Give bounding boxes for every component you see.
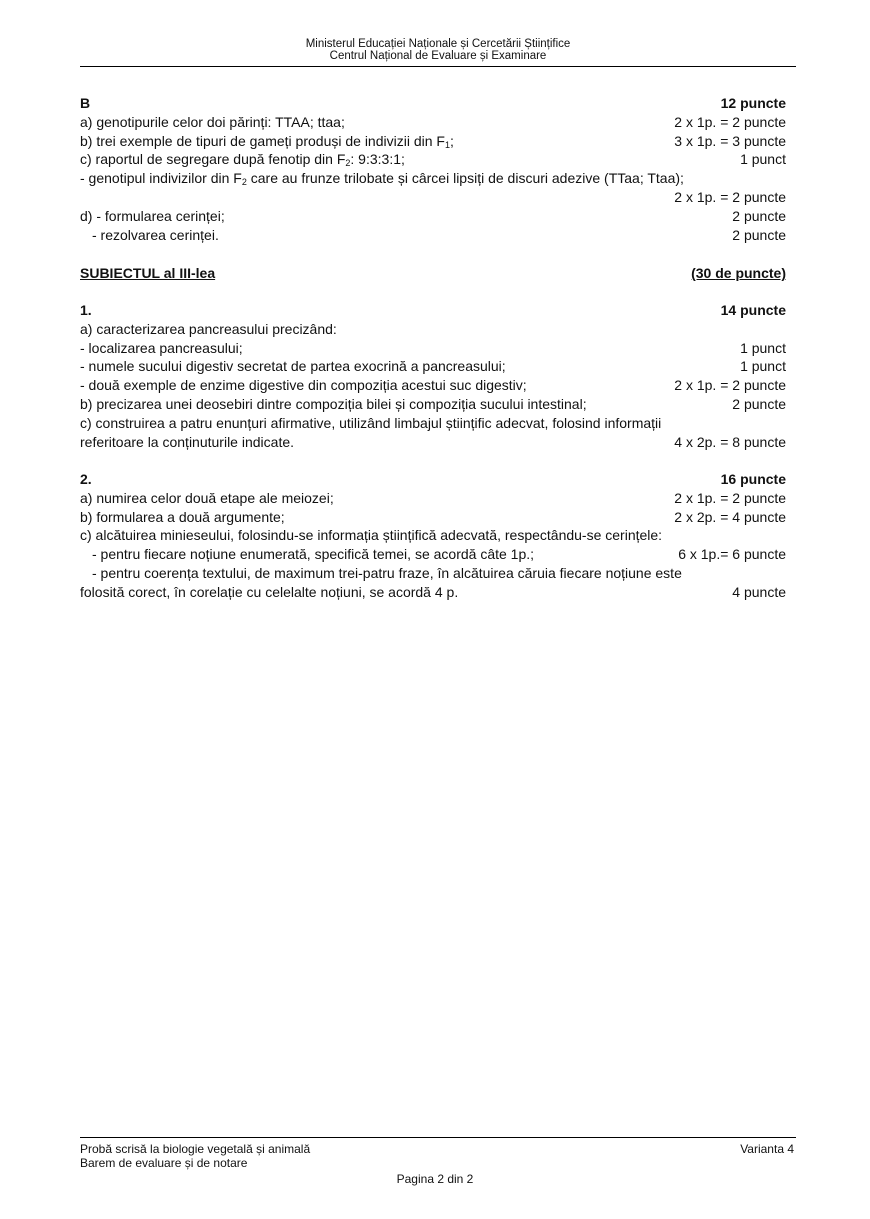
item-1-c: [80, 414, 786, 433]
item-2-heading: [80, 470, 786, 489]
section-b-item-d1: [80, 207, 786, 226]
page-header: [80, 38, 796, 62]
footer-exam: Probă scrisă la biologie vegetală și animală: [80, 1142, 311, 1156]
item-text: referitoare la conținuturile indicate.: [80, 433, 295, 450]
item-text: - genotipul indivizilor din $F_2$ care au frunze trilobate și cârcei lipsiți de discuri adezive (TTaa; Ttaa);: [80, 170, 684, 188]
subject-3-heading: [80, 264, 786, 283]
item-2-title: 2.: [80, 471, 92, 487]
item-1-title: 1.: [80, 302, 92, 318]
item-text: b) precizarea unei deosebiri dintre compoziția bilei și compoziția sucului intestinal;: [80, 395, 587, 412]
header-rule: [80, 66, 796, 67]
item-text: folosită corect, în corelație cu celelalte noțiuni, se acordă 4 p.: [80, 583, 459, 600]
item-text: b) trei exemple de tipuri de gameți produși de indivizii din $F_1$;: [80, 132, 454, 150]
page-footer: [80, 1142, 794, 1170]
item-text: - pentru fiecare noțiune enumerată, specifică temei, se acordă câte 1p.;: [92, 546, 535, 563]
item-points: 3 x 1p. = 3 puncte: [674, 132, 786, 149]
section-b-item-b: [80, 132, 786, 151]
section-b-item-c2-points: [80, 188, 786, 207]
item-points: 2 x 1p. = 2 puncte: [674, 489, 786, 506]
section-b-title: B: [80, 95, 91, 111]
section-b-item-d2: [80, 226, 786, 245]
item-points: 2 x 1p. = 2 puncte: [674, 113, 786, 130]
item-text: c) alcătuirea minieseului, folosindu-se informația științifică adecvată, respectându-se cerințele:: [80, 527, 663, 544]
item-points: 6 x 1p.= 6 puncte: [678, 546, 786, 563]
item-points: 2 puncte: [732, 395, 786, 412]
item-1-c-cont: [80, 433, 786, 452]
header-center: Centrul Național de Evaluare și Examinare: [329, 50, 547, 62]
item-1-a: [80, 320, 786, 339]
item-2-points: 16 puncte: [720, 471, 786, 487]
item-text: - pentru coerența textului, de maximum trei-patru fraze, în alcătuirea căruia fiecare noțiune este: [92, 564, 682, 581]
section-b-item-c2: [80, 169, 786, 188]
footer-variant: Varianta 4: [740, 1142, 794, 1156]
item-text: - două exemple de enzime digestive din compoziția acestui suc digestiv;: [80, 377, 527, 394]
item-2-a: [80, 489, 786, 508]
item-2-c2-cont: [80, 583, 786, 602]
item-2-c1: [80, 545, 786, 564]
item-text: b) formularea a două argumente;: [80, 508, 285, 525]
item-points: 1 punct: [740, 151, 786, 168]
section-b-heading: [80, 94, 786, 113]
footer-rule: [80, 1137, 796, 1138]
section-b-points: 12 puncte: [720, 95, 786, 111]
item-text: a) genotipurile celor doi părinți: TTAA; ttaa;: [80, 113, 345, 130]
footer-barem: Barem de evaluare și de notare: [80, 1156, 248, 1170]
section-b-item-a: [80, 113, 786, 132]
item-text: c) construirea a patru enunțuri afirmative, utilizând limbajul științific adecvat, folosind informații: [80, 414, 662, 431]
item-1-heading: [80, 301, 786, 320]
item-points: 2 puncte: [732, 207, 786, 224]
item-1-a1: [80, 339, 786, 358]
item-text: - numele sucului digestiv secretat de partea exocrină a pancreasului;: [80, 358, 506, 375]
item-1-b: [80, 395, 786, 414]
item-1-a3: [80, 376, 786, 395]
item-2-b: [80, 508, 786, 527]
item-1-points: 14 puncte: [720, 302, 786, 318]
section-b-item-c1: [80, 150, 786, 169]
section-b: [80, 94, 786, 244]
item-2-c: [80, 526, 786, 545]
item-text: - rezolvarea cerinței.: [92, 226, 219, 243]
subject-3-points: (30 de puncte): [691, 265, 786, 281]
subject-3-title: SUBIECTUL al III-lea: [80, 265, 216, 281]
page-number: Pagina 2 din 2: [396, 1172, 474, 1186]
item-points: 4 x 2p. = 8 puncte: [674, 433, 786, 450]
item-points: 4 puncte: [732, 583, 786, 600]
item-text: a) numirea celor două etape ale meiozei;: [80, 489, 334, 506]
item-2-c2: [80, 564, 786, 583]
item-points: 1 punct: [740, 339, 786, 356]
item-text: - localizarea pancreasului;: [80, 339, 243, 356]
item-text: d) - formularea cerinței;: [80, 207, 225, 224]
item-points: 2 x 1p. = 2 puncte: [674, 188, 786, 205]
item-1-a2: [80, 357, 786, 376]
item-1: [80, 301, 786, 451]
item-text: a) caracterizarea pancreasului precizând:: [80, 320, 337, 337]
item-points: 1 punct: [740, 358, 786, 375]
item-2: [80, 470, 786, 602]
item-points: 2 puncte: [732, 226, 786, 243]
item-points: 2 x 1p. = 2 puncte: [674, 377, 786, 394]
item-text: c) raportul de segregare după fenotip din $F_2$: 9:3:3:1;: [80, 151, 405, 169]
header-ministry: Ministerul Educației Naționale și Cercetării Științifice: [305, 38, 571, 50]
item-points: 2 x 2p. = 4 puncte: [674, 508, 786, 525]
